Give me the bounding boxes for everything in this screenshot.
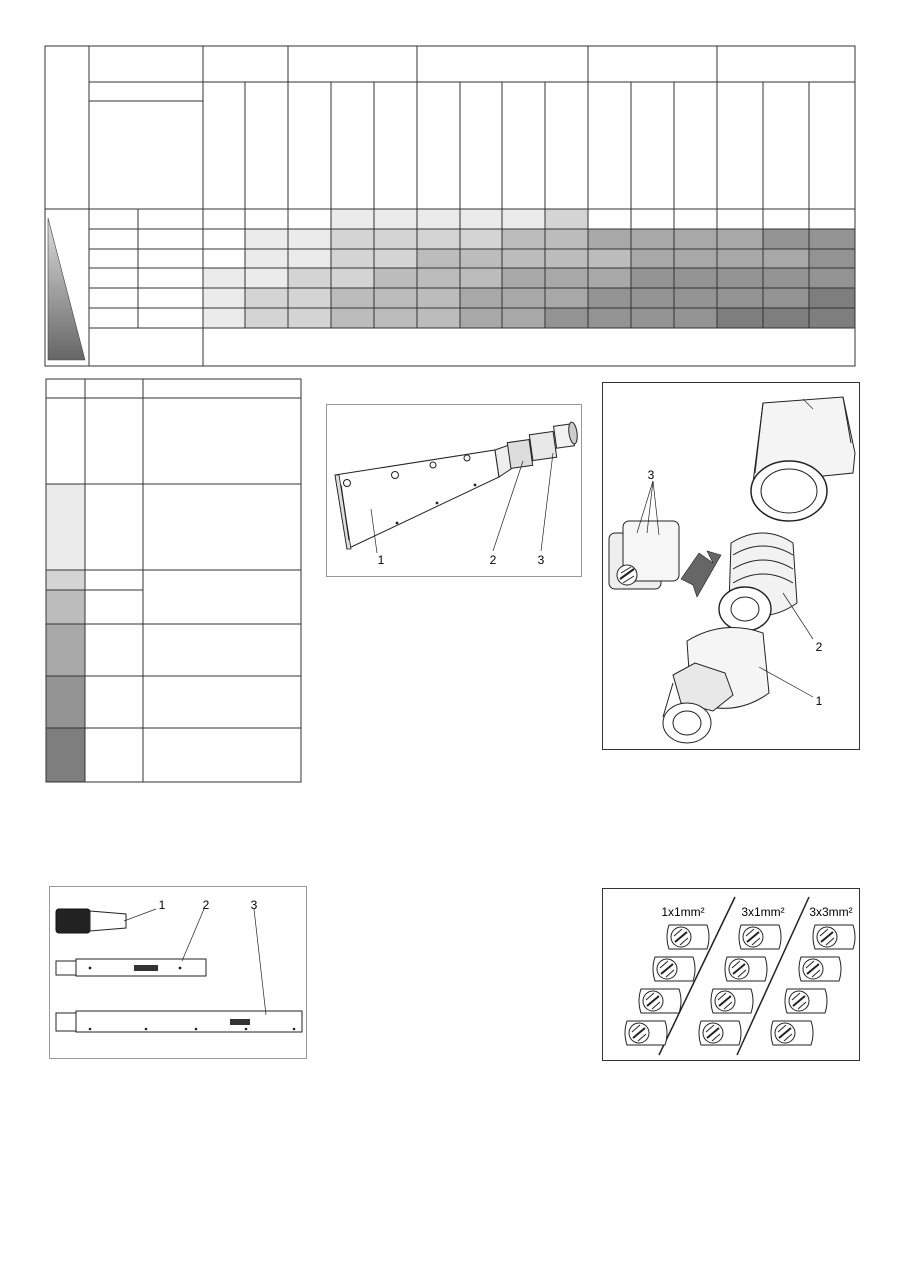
matrix-cell	[674, 249, 717, 268]
matrix-cell	[763, 229, 809, 249]
matrix-cell	[545, 288, 588, 308]
matrix-cell	[374, 288, 417, 308]
matrix-cell	[502, 268, 545, 288]
matrix-cell	[809, 308, 855, 328]
legend-swatch	[46, 728, 85, 782]
clamp-insert-icon	[625, 1021, 667, 1045]
base-nut	[663, 628, 769, 743]
matrix-cell	[763, 288, 809, 308]
matrix-cell	[245, 229, 288, 249]
matrix-cell	[588, 308, 631, 328]
matrix-cell	[763, 209, 809, 229]
matrix-grid	[0, 0, 900, 370]
figure-connector-exploded	[602, 382, 860, 750]
matrix-cell	[809, 268, 855, 288]
matrix-cell	[417, 229, 460, 249]
callout-label: 2	[202, 898, 210, 912]
callout-label: 2	[489, 553, 497, 567]
matrix-cell	[331, 209, 374, 229]
matrix-cell	[588, 209, 631, 229]
clamp-insert	[609, 521, 679, 589]
matrix-cell	[331, 288, 374, 308]
clamp-insert-icon	[813, 925, 855, 949]
callout-label: 3	[537, 553, 545, 567]
matrix-cell	[545, 308, 588, 328]
figure-sonotrode-lengths	[49, 886, 307, 1059]
matrix-cell	[460, 229, 502, 249]
legend-swatch	[46, 398, 85, 484]
matrix-cell	[502, 308, 545, 328]
matrix-cell	[631, 308, 674, 328]
clamp-inserts-drawing	[603, 889, 859, 1060]
cross-section-header: 3x3mm²	[809, 905, 853, 919]
matrix-cell	[674, 288, 717, 308]
matrix-cell	[717, 308, 763, 328]
matrix-cell	[203, 249, 245, 268]
matrix-cell	[809, 229, 855, 249]
matrix-cell	[288, 229, 331, 249]
spring-ring	[719, 533, 797, 631]
clamp-insert-icon	[785, 989, 827, 1013]
matrix-cell	[374, 209, 417, 229]
matrix-cell	[502, 229, 545, 249]
matrix-cell	[545, 268, 588, 288]
callout-label: 3	[647, 468, 655, 482]
legend-grid	[0, 370, 310, 790]
matrix-cell	[331, 308, 374, 328]
matrix-cell	[331, 249, 374, 268]
matrix-cell	[417, 268, 460, 288]
matrix-cell	[631, 209, 674, 229]
matrix-cell	[203, 288, 245, 308]
legend-swatch	[46, 676, 85, 728]
intensity-wedge	[48, 218, 85, 360]
matrix-cell	[245, 209, 288, 229]
matrix-cell	[245, 308, 288, 328]
connector-exploded-drawing	[603, 383, 859, 749]
shade-legend-table	[0, 370, 310, 790]
matrix-cell	[288, 288, 331, 308]
matrix-cell	[331, 229, 374, 249]
clamp-insert-icon	[711, 989, 753, 1013]
matrix-cell	[631, 268, 674, 288]
matrix-cell	[502, 209, 545, 229]
callout-label: 1	[377, 553, 385, 567]
matrix-cell	[245, 268, 288, 288]
matrix-cell	[203, 229, 245, 249]
cross-section-header: 3x1mm²	[741, 905, 785, 919]
matrix-cell	[588, 268, 631, 288]
figure-sonotrode	[326, 404, 582, 577]
matrix-cell	[502, 288, 545, 308]
clamp-insert-icon	[725, 957, 767, 981]
matrix-cell	[374, 229, 417, 249]
matrix-cell	[460, 268, 502, 288]
matrix-cell	[331, 268, 374, 288]
matrix-cell	[417, 288, 460, 308]
legend-swatch	[46, 570, 85, 590]
clamp-insert-icon	[667, 925, 709, 949]
matrix-cell	[717, 288, 763, 308]
matrix-cell	[717, 229, 763, 249]
matrix-cell	[717, 209, 763, 229]
matrix-cell	[588, 229, 631, 249]
sonotrode-drawing	[327, 405, 581, 576]
matrix-cell	[460, 308, 502, 328]
matrix-cell	[417, 209, 460, 229]
matrix-cell	[460, 288, 502, 308]
matrix-cell	[631, 288, 674, 308]
matrix-cell	[417, 308, 460, 328]
matrix-cell	[674, 308, 717, 328]
matrix-cell	[460, 249, 502, 268]
matrix-cell	[631, 229, 674, 249]
matrix-cell	[203, 268, 245, 288]
clamp-insert-icon	[799, 957, 841, 981]
matrix-cell	[374, 268, 417, 288]
matrix-cell	[203, 209, 245, 229]
matrix-cell	[763, 308, 809, 328]
clamp-insert-icon	[739, 925, 781, 949]
clamp-insert-icon	[699, 1021, 741, 1045]
matrix-cell	[809, 209, 855, 229]
matrix-cell	[245, 249, 288, 268]
clamp-insert-icon	[639, 989, 681, 1013]
matrix-cell	[674, 229, 717, 249]
matrix-cell	[502, 249, 545, 268]
matrix-cell	[545, 209, 588, 229]
legend-swatch	[46, 590, 85, 624]
callout-label: 3	[250, 898, 258, 912]
matrix-cell	[545, 249, 588, 268]
matrix-cell	[288, 308, 331, 328]
matrix-cell	[245, 288, 288, 308]
matrix-cell	[674, 268, 717, 288]
compatibility-matrix	[0, 0, 900, 370]
matrix-cell	[631, 249, 674, 268]
matrix-cell	[374, 249, 417, 268]
matrix-cell	[717, 268, 763, 288]
sonotrode-lengths-drawing	[50, 887, 306, 1058]
legend-swatch	[46, 624, 85, 676]
callout-label: 1	[158, 898, 166, 912]
sleeve-part	[751, 397, 855, 521]
matrix-cell	[545, 229, 588, 249]
matrix-cell	[203, 308, 245, 328]
callout-label: 2	[815, 640, 823, 654]
matrix-cell	[674, 209, 717, 229]
figure-clamp-inserts	[602, 888, 860, 1061]
matrix-cell	[460, 209, 502, 229]
matrix-cell	[288, 249, 331, 268]
callout-label: 1	[815, 694, 823, 708]
matrix-cell	[417, 249, 460, 268]
matrix-cell	[374, 308, 417, 328]
matrix-cell	[763, 268, 809, 288]
matrix-cell	[588, 249, 631, 268]
matrix-cell	[763, 249, 809, 268]
matrix-cell	[288, 209, 331, 229]
matrix-cell	[717, 249, 763, 268]
cross-section-header: 1x1mm²	[661, 905, 705, 919]
matrix-cell	[588, 288, 631, 308]
legend-swatch	[46, 484, 85, 570]
clamp-insert-icon	[771, 1021, 813, 1045]
matrix-cell	[809, 288, 855, 308]
matrix-cell	[809, 249, 855, 268]
matrix-cell	[288, 268, 331, 288]
clamp-insert-icon	[653, 957, 695, 981]
